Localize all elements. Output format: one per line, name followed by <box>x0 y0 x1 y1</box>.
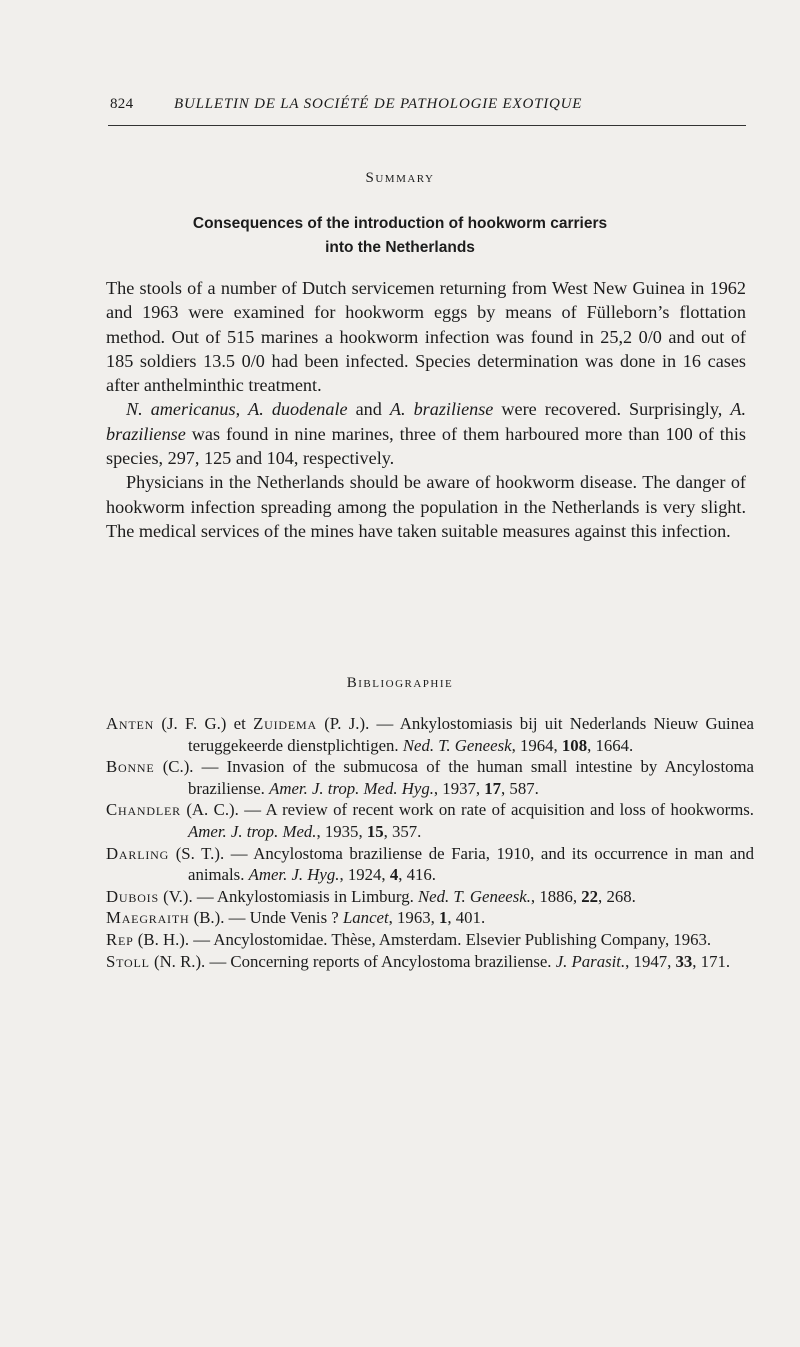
summary-heading: Summary <box>365 170 435 186</box>
species-name: A. braziliense <box>389 399 494 420</box>
reference-volume: 4 <box>389 865 399 885</box>
reference-author: Chandler <box>106 800 181 820</box>
reference-journal: Amer. J. trop. Med. <box>188 821 317 841</box>
summary-paragraph-1: The stools of a number of Dutch servicemen returning from West New Guinea in 1962 and 1963 were examined for hookworm eggs by means of Fülleborn’s flottation method. Out of 515 marines a hookworm infection was found in 25,2 0/0 and out of 185 soldiers 13.5 0/0 had been infected. Species determination was done in 16 cases after anthelminthic treatment. <box>106 278 746 396</box>
reference-entry: Darling (S. T.). — Ancylostoma braziliense de Faria, 1910, and its occurrence in man and animals. Amer. J. Hyg., 1924, 4, 416. <box>106 843 754 885</box>
reference-author: Rep <box>106 929 134 949</box>
reference-entry: Maegraith (B.). — Unde Venis ? Lancet, 1963, 1, 401. <box>106 908 486 928</box>
reference-author: Bonne <box>106 757 155 777</box>
article-title <box>120 212 680 260</box>
reference-volume: 15 <box>366 821 384 841</box>
reference-author: Anten <box>106 714 155 733</box>
reference-entry: Rep (B. H.). — Ancylostomidae. Thèse, Amsterdam. Elsevier Publishing Company, 1963. <box>106 929 712 949</box>
reference-volume: 1 <box>438 908 448 928</box>
header-rule <box>108 125 746 126</box>
reference-volume: 108 <box>561 735 588 755</box>
reference-author: Stoll <box>106 951 150 971</box>
reference-volume: 33 <box>675 951 693 971</box>
reference-journal: Lancet <box>342 908 389 928</box>
journal-title: BULLETIN DE LA SOCIÉTÉ DE PATHOLOGIE EXOTIQUE <box>174 96 583 112</box>
page-number: 824 <box>110 96 134 112</box>
summary-paragraph-3: Physicians in the Netherlands should be aware of hookworm disease. The danger of hookworm infection spreading among the population in the Netherlands is very slight. The medical services of the mines have taken suitable measures against this infection. <box>106 472 746 541</box>
reference-journal: Amer. J. Hyg. <box>248 865 340 885</box>
reference-author: Dubois <box>106 886 159 906</box>
reference-entry: Chandler (A. C.). — A review of recent work on rate of acquisition and loss of hookworms. Amer. J. trop. Med., 1935, 15, 357. <box>106 800 754 841</box>
summary-paragraph-2: N. americanus, A. duodenale and A. braziliense were recovered. Surprisingly, A. braziliense was found in nine marines, three of them harboured more than 100 of this species, 297, 125 and 104, respectively. <box>106 399 747 469</box>
reference-volume: 17 <box>484 778 502 798</box>
article-title-line-1: Consequences of the introduction of hookworm carriers <box>192 215 608 232</box>
species-name: N. americanus <box>126 399 236 420</box>
article-title-line-2: into the Netherlands <box>325 239 475 256</box>
summary-body <box>106 276 746 543</box>
reference-entry: Bonne (C.). — Invasion of the submucosa of the human small intestine by Ancylostoma braziliense. Amer. J. trop. Med. Hyg., 1937, 17, 587. <box>106 757 754 798</box>
reference-entry: Anten (J. F. G.) et Zuidema (P. J.). — Ankylostomiasis bij uit Nederlands Nieuw Guinea teruggekeerde dienstplichtigen. Ned. T. Geneesk, 1964, 108, 1664. <box>106 714 754 755</box>
bibliography-heading: Bibliographie <box>346 675 454 691</box>
species-name: A. duodenale <box>248 399 348 420</box>
reference-author: Maegraith <box>106 908 190 928</box>
reference-volume: 22 <box>581 886 599 906</box>
species-name: A. braziliense <box>106 399 747 444</box>
running-header <box>110 96 746 118</box>
reference-author: Zuidema <box>253 714 317 733</box>
reference-author: Darling <box>106 843 170 863</box>
reference-journal: Ned. T. Geneesk <box>402 735 512 755</box>
reference-entry: Dubois (V.). — Ankylostomiasis in Limburg. Ned. T. Geneesk., 1886, 22, 268. <box>106 886 636 906</box>
bibliography-list <box>106 713 754 972</box>
reference-entry: Stoll (N. R.). — Concerning reports of Ancylostoma braziliense. J. Parasit., 1947, 33, 171. <box>106 951 731 971</box>
reference-journal: Amer. J. trop. Med. Hyg. <box>269 778 434 798</box>
reference-journal: Ned. T. Geneesk. <box>417 886 531 906</box>
reference-journal: J. Parasit. <box>555 951 626 971</box>
